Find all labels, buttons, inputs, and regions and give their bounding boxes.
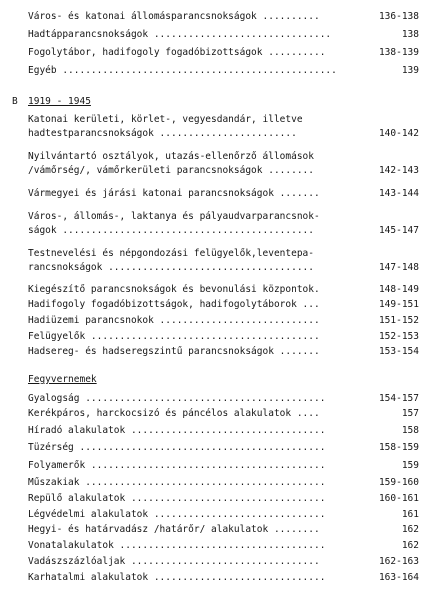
toc-entry	[0, 459, 439, 473]
toc-entry-text: Város- és katonai állomásparancsnokságok ..........	[28, 11, 320, 22]
toc-entry	[0, 28, 439, 42]
toc-entry	[0, 476, 439, 490]
toc-entry-page: 153-154	[378, 346, 419, 357]
toc-entry-page: 142-143	[378, 165, 419, 176]
toc-entry-line	[0, 164, 439, 178]
section-title: 1919 - 1945	[28, 96, 91, 107]
toc-entry-text: Kerékpáros, harckocsizó és páncélos alakulatok ....	[28, 408, 320, 419]
toc-entry-page: 159	[401, 460, 419, 471]
toc-entry-text: Légvédelmi alakulatok ..............................	[28, 509, 326, 520]
toc-entry	[0, 508, 439, 522]
toc-entry-page: 162-163	[378, 556, 419, 567]
toc-entry-page: 154-157	[378, 393, 419, 404]
toc-entry	[0, 523, 439, 537]
toc-entry-text: Hadiüzemi parancsnokok ............................	[28, 315, 320, 326]
toc-entry	[0, 441, 439, 455]
toc-entry-page: 157	[401, 408, 419, 419]
toc-entry-page: 145-147	[378, 225, 419, 236]
toc-entry-text: Vonatalakulatok ....................................	[28, 540, 326, 551]
toc-entry-line	[0, 150, 439, 164]
toc-entry-page: 149-151	[378, 299, 419, 310]
toc-entry-text: Tüzérség ...........................................	[28, 442, 326, 453]
toc-entry-page: 143-144	[378, 188, 419, 199]
toc-entry-page: 136-138	[378, 11, 419, 22]
toc-entry-text: Hadtápparancsnokságok ...............................	[28, 29, 332, 40]
toc-entry-page: 161	[401, 509, 419, 520]
toc-entry-text: Egyéb ................................................	[28, 65, 337, 76]
toc-entry-text: Hadsereg- és hadseregszintű parancsnokságok .......	[28, 346, 320, 357]
toc-entry-page: 138-139	[378, 47, 419, 58]
toc-entry	[0, 392, 439, 406]
toc-entry-line	[0, 127, 439, 141]
toc-entry-line	[0, 345, 439, 359]
toc-entry-text: rancsnokságok ....................................	[28, 262, 314, 273]
subheading	[0, 373, 439, 387]
toc-entry-page: 138	[401, 29, 419, 40]
toc-entry-text: Felügyelők ........................................	[28, 331, 320, 342]
toc-entry-text: Város-, állomás-, laktanya és pályaudvarparancsnok-	[28, 211, 320, 222]
toc-entry-text: Fogolytábor, hadifogoly fogadóbizottságok ..........	[28, 47, 326, 58]
subheading-text: Fegyvernemek	[28, 374, 97, 385]
toc-entry-text: hadtestparancsnokságok ........................	[28, 128, 297, 139]
toc-entry-page: 160-161	[378, 493, 419, 504]
toc-entry-text: ságok ............................................	[28, 225, 314, 236]
section-letter: B	[12, 96, 18, 107]
toc-entry-text: Karhatalmi alakulatok ..............................	[28, 572, 326, 583]
toc-entry	[0, 539, 439, 553]
toc-entry-line	[0, 283, 439, 297]
toc-entry-page: 152-153	[378, 331, 419, 342]
toc-entry-page: 148-149	[378, 284, 419, 295]
toc-entry-line	[0, 261, 439, 275]
toc-entry-line	[0, 247, 439, 261]
toc-entry	[0, 46, 439, 60]
toc-entry	[0, 492, 439, 506]
toc-entry-page: 139	[401, 65, 419, 76]
toc-entry-text: Hadifogoly fogadóbizottságok, hadifogolytáborok ...	[28, 299, 320, 310]
toc-entry-line	[0, 224, 439, 238]
toc-entry-text: Vármegyei és járási katonai parancsnokságok .......	[28, 188, 320, 199]
toc-entry-text: Hegyi- és határvadász /határőr/ alakulatok ........	[28, 524, 320, 535]
toc-entry-page: 151-152	[378, 315, 419, 326]
toc-entry-line	[0, 298, 439, 312]
section-heading	[0, 95, 439, 109]
toc-entry	[0, 10, 439, 24]
toc-entry-text: Repülő alakulatok ..................................	[28, 493, 326, 504]
toc-entry-text: Testnevelési és népgondozási felügyelők,leventepa-	[28, 248, 314, 259]
toc-entry-line	[0, 113, 439, 127]
toc-entry-line	[0, 210, 439, 224]
toc-entry-page: 158	[401, 425, 419, 436]
toc-entry-page: 147-148	[378, 262, 419, 273]
toc-entry-text: Gyalogság ..........................................	[28, 393, 326, 404]
toc-entry-text: Kiegészítő parancsnokságok és bevonulási központok.	[28, 284, 320, 295]
toc-entry-text: Műszakiak ..........................................	[28, 477, 326, 488]
toc-entry	[0, 407, 439, 421]
toc-entry-page: 162	[401, 524, 419, 535]
toc-entry	[0, 571, 439, 585]
toc-entry-line	[0, 330, 439, 344]
toc-entry-page: 140-142	[378, 128, 419, 139]
toc-entry-page: 163-164	[378, 572, 419, 583]
toc-entry-text: /vámőrség/, vámőrkerületi parancsnokságok ........	[28, 165, 314, 176]
toc-entry	[0, 555, 439, 569]
toc-entry	[0, 424, 439, 438]
toc-entry-text: Vadászszázlóaljak .................................	[28, 556, 320, 567]
toc-entry-page: 162	[401, 540, 419, 551]
toc-entry-line	[0, 314, 439, 328]
toc-entry-text: Híradó alakulatok ..................................	[28, 425, 326, 436]
toc-entry-text: Folyamerők .........................................	[28, 460, 326, 471]
toc-entry-line	[0, 187, 439, 201]
toc-entry-page: 159-160	[378, 477, 419, 488]
toc-entry-text: Nyilvántartó osztályok, utazás-ellenőrző állomások	[28, 151, 314, 162]
toc-entry-text: Katonai kerületi, körlet-, vegyesdandár, illetve	[28, 114, 303, 125]
toc-entry-page: 158-159	[378, 442, 419, 453]
toc-entry	[0, 64, 439, 78]
